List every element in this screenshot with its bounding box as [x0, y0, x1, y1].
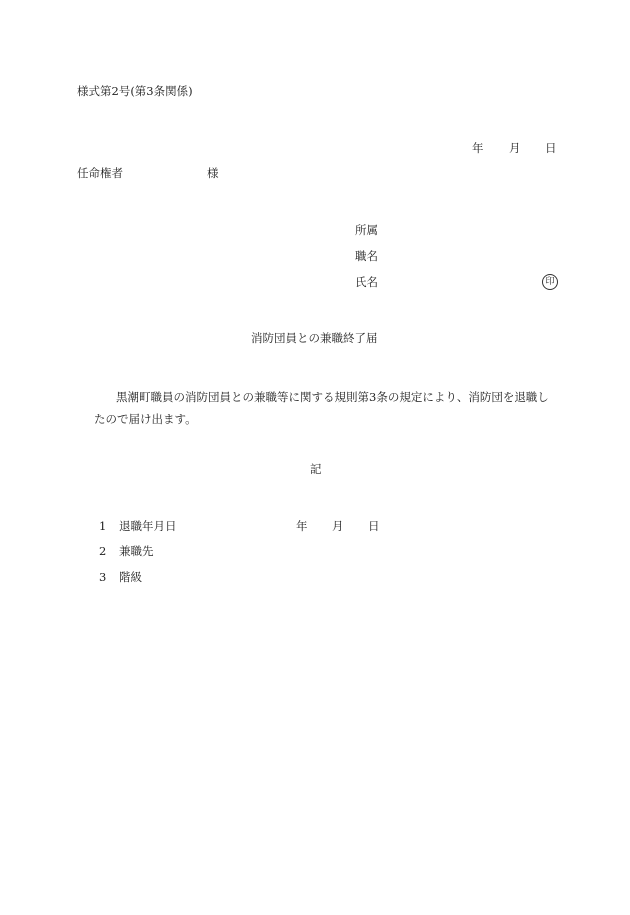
- affiliation-label: 所属: [355, 223, 378, 237]
- date-day: 日: [545, 141, 557, 155]
- body-paragraph: 黒潮町職員の消防団員との兼職等に関する規則第3条の規定により、消防団を退職したので届け出ます。: [94, 390, 549, 426]
- item-1-month: 月: [332, 519, 344, 533]
- document-title: 消防団員との兼職終了届: [251, 331, 378, 345]
- position-label: 職名: [355, 249, 378, 263]
- seal-mark: 印: [542, 274, 558, 290]
- addressee-honorific: 様: [207, 166, 219, 180]
- date-year: 年: [472, 141, 484, 155]
- form-number: 様式第2号(第3条関係): [77, 84, 193, 98]
- item-3-number: 3: [99, 570, 107, 584]
- item-1-label: 退職年月日: [119, 519, 177, 533]
- date-month: 月: [509, 141, 521, 155]
- addressee-label: 任命権者: [77, 166, 123, 180]
- item-3-label: 階級: [119, 570, 142, 584]
- item-1-day: 日: [368, 519, 380, 533]
- item-1-year: 年: [296, 519, 308, 533]
- item-2-label: 兼職先: [119, 544, 154, 558]
- record-heading: 記: [310, 462, 322, 476]
- item-2-number: 2: [99, 544, 107, 558]
- item-1-number: 1: [99, 519, 107, 533]
- name-label: 氏名: [355, 275, 378, 289]
